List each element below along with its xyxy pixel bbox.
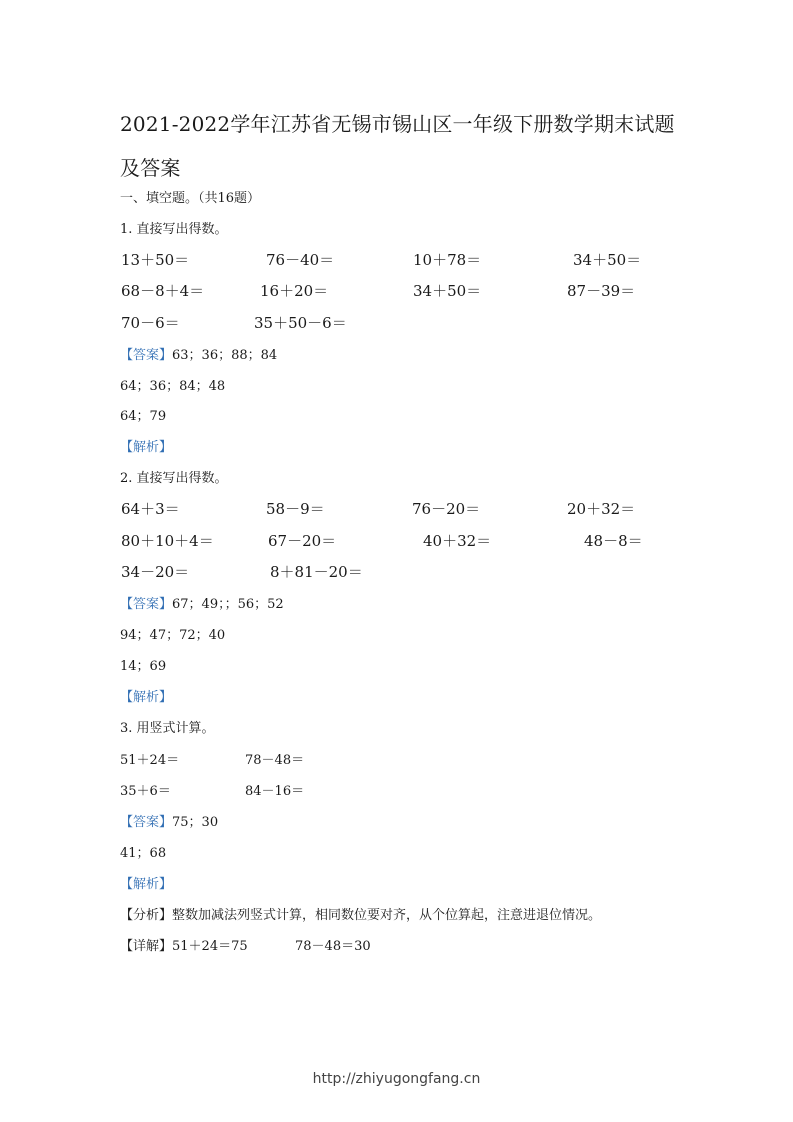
analysis-tag: 【解析】	[120, 877, 173, 892]
answer-text: 75；30	[172, 815, 219, 830]
q2-expr: 80＋10＋4＝	[121, 532, 214, 550]
answer-text: 94；47；72；40	[120, 628, 226, 643]
analysis-tag: 【解析】	[120, 690, 173, 705]
answer-tag: 【答案】	[120, 348, 173, 363]
q1-expr: 13＋50＝	[121, 251, 190, 269]
question-2-label: 2. 直接写出得数。	[120, 471, 228, 486]
answer-text: 63；36；88；84	[172, 348, 278, 363]
q1-expr: 34＋50＝	[413, 282, 482, 300]
q2-expr: 40＋32＝	[423, 532, 492, 550]
q1-expr: 10＋78＝	[413, 251, 482, 269]
answer-tag: 【答案】	[120, 597, 173, 612]
footer-url: http://zhiyugongfang.cn	[312, 1071, 481, 1087]
q1-expr: 16＋20＝	[260, 282, 329, 300]
q1-expr: 70－6＝	[121, 314, 180, 332]
q2-expr: 58－9＝	[266, 500, 325, 518]
answer-line	[120, 811, 218, 830]
q2-expr: 20＋32＝	[567, 500, 636, 518]
q2-expr: 34－20＝	[121, 563, 190, 581]
answer-text: 14；69	[120, 659, 167, 674]
q1-expr: 87－39＝	[567, 282, 636, 300]
detail-text: 78－48＝30	[295, 939, 371, 954]
q2-expr: 67－20＝	[268, 532, 337, 550]
page-title: 2021-2022学年江苏省无锡市锡山区一年级下册数学期末试题及答案	[120, 112, 675, 180]
answer-text: 67；49；；56；52	[172, 597, 284, 612]
answer-text: 64；36；84；48	[120, 379, 226, 394]
q3-expr: 84－16＝	[245, 784, 305, 799]
answer-line	[120, 344, 277, 363]
q3-expr: 51＋24＝	[120, 753, 180, 768]
answer-line	[120, 593, 284, 612]
question-1-label: 1. 直接写出得数。	[120, 222, 228, 237]
q2-expr: 8＋81－20＝	[270, 563, 363, 581]
analysis-text: 【分析】整数加减法列竖式计算，相同数位要对齐，从个位算起，注意进退位情况。	[120, 908, 602, 923]
question-3-label: 3. 用竖式计算。	[120, 721, 215, 736]
q3-expr: 78－48＝	[245, 753, 305, 768]
q2-expr: 64＋3＝	[121, 500, 180, 518]
section-heading: 一、填空题。（共16题）	[120, 191, 261, 206]
q2-expr: 48－8＝	[584, 532, 643, 550]
analysis-tag: 【解析】	[120, 440, 173, 455]
q2-expr: 76－20＝	[412, 500, 481, 518]
q1-expr: 68－8＋4＝	[121, 282, 205, 300]
q1-expr: 76－40＝	[266, 251, 335, 269]
answer-tag: 【答案】	[120, 815, 173, 830]
answer-text: 64；79	[120, 409, 167, 424]
detail-text: 【详解】51＋24＝75	[120, 939, 248, 954]
q3-expr: 35＋6＝	[120, 784, 171, 799]
q1-expr: 35＋50－6＝	[254, 314, 347, 332]
q1-expr: 34＋50＝	[573, 251, 642, 269]
answer-text: 41；68	[120, 846, 167, 861]
